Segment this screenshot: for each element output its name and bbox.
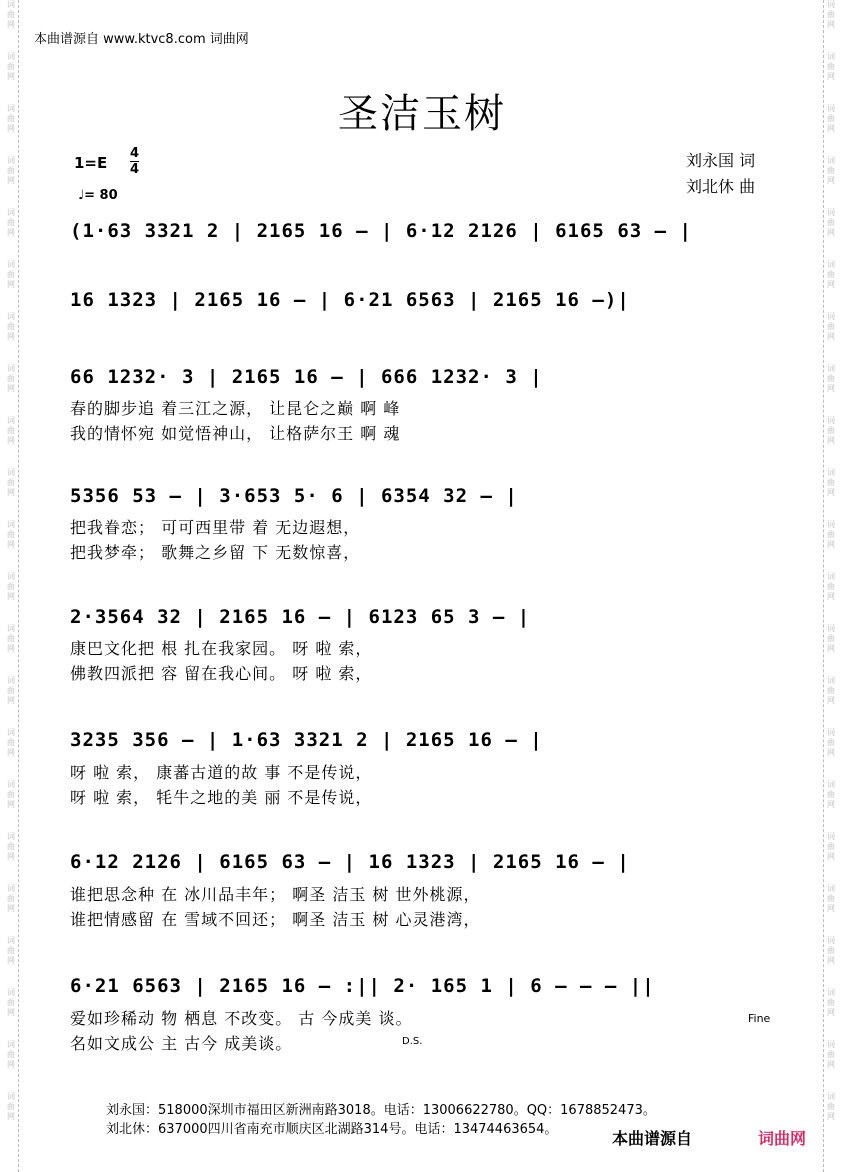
- watermark-text: 词曲网: [827, 832, 835, 861]
- score-notes-line-8: 6·21 6563 | 2165 16 — :|| 2· 165 1 | 6 — — — ||: [70, 975, 655, 997]
- watermark-text: 词曲网: [7, 988, 15, 1017]
- watermark-text: 词曲网: [7, 260, 15, 289]
- watermark-text: 词曲网: [827, 0, 835, 29]
- fine-marking: Fine: [748, 1012, 771, 1025]
- contact-composer: 刘北休：637000四川省南充市顺庆区北湖路314号。电话：13474463654。: [106, 1122, 558, 1137]
- watermark-text: 词曲网: [827, 416, 835, 445]
- lyrics-verse1-line-7: 谁把思念种 在 冰川品丰年； 啊圣 洁玉 树 世外桃源，: [70, 885, 481, 904]
- watermark-text: 词曲网: [7, 676, 15, 705]
- watermark-text: 词曲网: [7, 208, 15, 237]
- watermark-text: 词曲网: [827, 1092, 835, 1121]
- watermark-text: 词曲网: [7, 104, 15, 133]
- lyrics-verse1-line-5: 康巴文化把 根 扎在我家园。 呀 啦 索，: [70, 639, 373, 658]
- lyrics-verse1-line-4: 把我眷恋； 可可西里带 着 无边遐想，: [70, 518, 361, 537]
- watermark-strip-left: [4, 0, 19, 1172]
- lyrics-verse1-line-8: 爱如珍稀动 物 栖息 不改变。 古 今成美 谈。: [70, 1009, 413, 1028]
- tempo-marking: ♩= 80: [78, 188, 118, 203]
- watermark-text: 词曲网: [827, 208, 835, 237]
- score-notes-line-1: (1·63 3321 2 | 2165 16 — | 6·12 2126 | 6165 63 — |: [70, 220, 692, 242]
- watermark-strip-right: [823, 0, 838, 1172]
- composer-credit: 刘北休 曲: [686, 177, 756, 196]
- watermark-text: 词曲网: [7, 780, 15, 809]
- watermark-text: 词曲网: [7, 1040, 15, 1069]
- watermark-text: 词曲网: [7, 728, 15, 757]
- watermark-text: 词曲网: [827, 988, 835, 1017]
- song-title: 圣洁玉树: [338, 91, 506, 137]
- watermark-text: 词曲网: [7, 156, 15, 185]
- watermark-text: 词曲网: [7, 416, 15, 445]
- score-notes-line-7: 6·12 2126 | 6165 63 — | 16 1323 | 2165 16 — |: [70, 851, 630, 873]
- brand-logo: 词曲网: [758, 1129, 807, 1148]
- watermark-text: 词曲网: [827, 364, 835, 393]
- watermark-text: 词曲网: [827, 104, 835, 133]
- watermark-text: 词曲网: [827, 780, 835, 809]
- watermark-text: 词曲网: [827, 936, 835, 965]
- contact-lyricist: 刘永国：518000深圳市福田区新洲南路3018。电话：13006622780。QQ：1678852473。: [106, 1103, 656, 1118]
- watermark-text: 词曲网: [827, 884, 835, 913]
- watermark-text: 词曲网: [7, 520, 15, 549]
- time-signature-bottom: 4: [130, 162, 140, 177]
- lyricist-credit: 刘永国 词: [686, 151, 756, 170]
- watermark-text: 词曲网: [827, 572, 835, 601]
- lyrics-verse2-line-5: 佛教四派把 容 留在我心间。 呀 啦 索，: [70, 664, 373, 683]
- watermark-text: 词曲网: [827, 260, 835, 289]
- source-label: 本曲谱源自: [612, 1129, 693, 1148]
- lyrics-verse2-line-7: 谁把情感留 在 雪域不回还； 啊圣 洁玉 树 心灵港湾，: [70, 910, 481, 929]
- watermark-text: 词曲网: [7, 0, 15, 29]
- lyrics-verse1-line-3: 春的脚步追 着三江之源， 让昆仑之巅 啊 峰: [70, 399, 401, 418]
- watermark-text: 词曲网: [827, 520, 835, 549]
- watermark-text: 词曲网: [7, 1092, 15, 1121]
- score-notes-line-5: 2·3564 32 | 2165 16 — | 6123 65 3 — |: [70, 606, 531, 628]
- watermark-text: 词曲网: [827, 1040, 835, 1069]
- time-signature-top: 4: [130, 146, 140, 161]
- watermark-text: 词曲网: [7, 52, 15, 81]
- watermark-text: 词曲网: [827, 156, 835, 185]
- watermark-text: 词曲网: [7, 468, 15, 497]
- lyrics-verse2-line-4: 把我梦牵； 歌舞之乡留 下 无数惊喜，: [70, 543, 361, 562]
- watermark-text: 词曲网: [7, 572, 15, 601]
- watermark-text: 词曲网: [7, 312, 15, 341]
- score-notes-line-3: 66 1232· 3 | 2165 16 — | 666 1232· 3 |: [70, 366, 543, 388]
- lyrics-verse2-line-6: 呀 啦 索， 牦牛之地的美 丽 不是传说，: [70, 788, 373, 807]
- lyrics-verse1-line-6: 呀 啦 索， 康蕃古道的故 事 不是传说，: [70, 763, 373, 782]
- lyrics-verse2-line-3: 我的情怀宛 如觉悟神山， 让格萨尔王 啊 魂: [70, 424, 401, 443]
- key-signature: 1=E: [74, 154, 108, 172]
- watermark-text: 词曲网: [827, 728, 835, 757]
- time-signature: [130, 146, 139, 177]
- score-notes-line-4: 5356 53 — | 3·653 5· 6 | 6354 32 — |: [70, 485, 518, 507]
- watermark-text: 词曲网: [827, 468, 835, 497]
- watermark-text: 词曲网: [827, 52, 835, 81]
- watermark-text: 词曲网: [827, 624, 835, 653]
- watermark-text: 词曲网: [7, 364, 15, 393]
- score-notes-line-6: 3235 356 — | 1·63 3321 2 | 2165 16 — |: [70, 729, 543, 751]
- score-notes-line-2: 16 1323 | 2165 16 — | 6·21 6563 | 2165 16 —)|: [70, 289, 630, 311]
- watermark-text: 词曲网: [7, 936, 15, 965]
- lyrics-verse2-line-8: 名如文成公 主 古今 成美谈。: [70, 1034, 293, 1053]
- watermark-text: 词曲网: [7, 884, 15, 913]
- watermark-text: 词曲网: [827, 312, 835, 341]
- source-note: 本曲谱源自 www.ktvc8.com 词曲网: [34, 32, 249, 47]
- watermark-text: 词曲网: [7, 624, 15, 653]
- watermark-text: 词曲网: [827, 676, 835, 705]
- watermark-text: 词曲网: [7, 832, 15, 861]
- ds-marking: D.S.: [402, 1036, 423, 1047]
